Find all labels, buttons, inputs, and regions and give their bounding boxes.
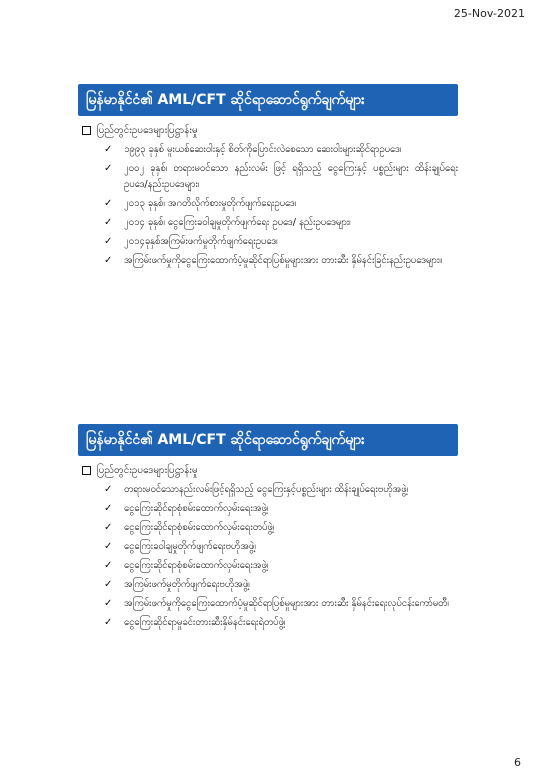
list-item: ✓ အကြမ်းဖက်မှုကိုငွေကြေးထောက်ပံ့မှုဆိုင်ရာပြစ်မှုများအား တားဆီး နှိမ်နင်းရေးလုပ်ငန်းကော်မတီ၊ <box>104 596 458 612</box>
list-item: ✓ ၁၉၉၃ ခုနှစ် မူးယစ်ဆေးဝါးနှင့် စိတ်ကိုပြောင်းလဲစေသော ဆေးဝါးများဆိုင်ရာဥပဒေ၊ <box>104 142 458 158</box>
checkmark-icon: ✓ <box>104 144 113 155</box>
checkmark-icon: ✓ <box>104 255 113 266</box>
list-item: ✓ ငွေကြေးဆိုင်ရာမှုခင်းတားဆီးနှိမ်နင်းရေးရဲတပ်ဖွဲ့၊ <box>104 615 458 631</box>
square-bullet-icon <box>82 126 91 135</box>
section-heading <box>82 463 458 478</box>
bullet-list <box>78 482 458 631</box>
list-item: ✓ ငွေကြေးဆိုင်ရာစုံစမ်းထောက်လှမ်းရေးတပ်ဖွဲ့၊ <box>104 520 458 536</box>
list-item: ✓ ၂၀၀၂ ခုနှစ်၊ တရားမဝင်သော နည်းလမ်း ဖြင့် ရရှိသည့် ငွေကြေးနှင့် ပစ္စည်းများ ထိန်းချုပ်ရေး ဥပဒေ/နည်းဥပဒေများ၊ <box>104 163 458 190</box>
list-item: ✓ အကြမ်းဖက်မှုကိုငွေကြေးထောက်ပံ့မှုဆိုင်ရာပြစ်မှုများအား တားဆီး နှိမ်နင်းခြင်းနည်းဥပဒေများ။ <box>104 253 458 269</box>
bullet-list <box>78 142 458 269</box>
list-item: ✓ ငွေကြေးခဝါချမှုတိုက်ဖျက်ရေးဗဟိုအဖွဲ့၊ <box>104 539 458 555</box>
square-bullet-icon <box>82 466 91 475</box>
checkmark-icon: ✓ <box>104 522 113 533</box>
checkmark-icon: ✓ <box>104 579 113 590</box>
checkmark-icon: ✓ <box>104 503 113 514</box>
list-item: ✓ ၂၀၁၄ ခုနှစ်၊ ငွေကြေးခဝါချမှုတိုက်ဖျက်ရေး ဥပဒေ/ နည်းဥပဒေများ၊ <box>104 215 458 231</box>
checkmark-icon: ✓ <box>104 236 113 247</box>
checkmark-icon: ✓ <box>104 484 113 495</box>
slide-title: မြန်မာနိုင်ငံ၏ AML/CFT ဆိုင်ရာဆောင်ရွက်ချက်များ <box>78 84 458 116</box>
slide-1 <box>78 84 458 272</box>
list-item: ✓ တရားမဝင်သောနည်းလမ်းဖြင့်ရရှိသည့် ငွေကြေးနှင့်ပစ္စည်းများ ထိန်းချုပ်ရေးဗဟိုအဖွဲ့၊ <box>104 482 458 498</box>
list-item: ✓ ငွေကြေးဆိုင်ရာစုံစမ်းထောက်လှမ်းရေးအဖွဲ့၊ <box>104 558 458 574</box>
checkmark-icon: ✓ <box>104 541 113 552</box>
section-heading-text: ပြည်တွင်းဥပဒေများပြဋ္ဌာန်းမှု <box>97 125 198 136</box>
checkmark-icon: ✓ <box>104 163 113 174</box>
slide-title: မြန်မာနိုင်ငံ၏ AML/CFT ဆိုင်ရာဆောင်ရွက်ချက်များ <box>78 424 458 456</box>
list-item: ✓ ၂၀၁၄ခုနှစ်အကြမ်းဖက်မှုတိုက်ဖျက်ရေးဥပဒေ၊ <box>104 234 458 250</box>
checkmark-icon: ✓ <box>104 198 113 209</box>
page-date: 25-Nov-2021 <box>453 7 525 20</box>
list-item: ✓ ငွေကြေးဆိုင်ရာစုံစမ်းထောက်လှမ်းရေးအဖွဲ့၊ <box>104 501 458 517</box>
page-number: 6 <box>514 756 521 769</box>
checkmark-icon: ✓ <box>104 617 113 628</box>
checkmark-icon: ✓ <box>104 560 113 571</box>
section-heading-text: ပြည်တွင်းဥပဒေများပြဋ္ဌာန်းမှု <box>97 465 198 476</box>
list-item: ✓ ၂၀၁၃ ခုနှစ်၊ အဂတိလိုက်စားမှုတိုက်ဖျက်ရေးဥပဒေ၊ <box>104 196 458 212</box>
slide-2 <box>78 424 458 634</box>
section-heading <box>82 123 458 138</box>
checkmark-icon: ✓ <box>104 598 113 609</box>
checkmark-icon: ✓ <box>104 217 113 228</box>
list-item: ✓ အကြမ်းဖက်မှုတိုက်ဖျက်ရေးဗဟိုအဖွဲ့၊ <box>104 577 458 593</box>
